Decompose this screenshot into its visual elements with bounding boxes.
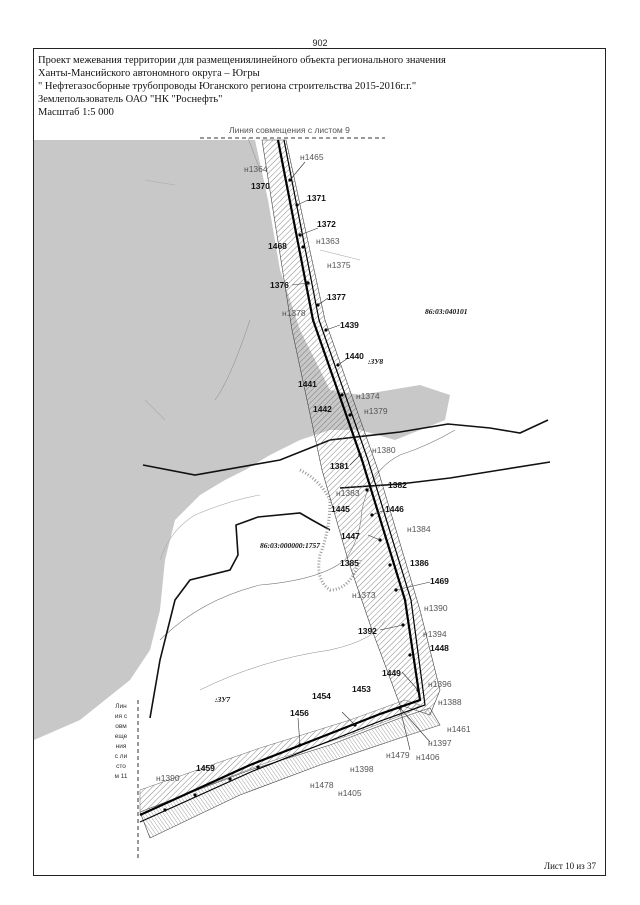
point-label: 1441 — [298, 379, 317, 389]
point-label: 1440 — [345, 351, 364, 361]
point-label: 1370 — [251, 181, 270, 191]
point-label: 1454 — [312, 691, 331, 701]
point-label: 1445 — [331, 504, 350, 514]
point-label: н1383 — [336, 488, 360, 498]
sheet-number: Лист 10 из 37 — [544, 861, 596, 871]
point-label: 1448 — [430, 643, 449, 653]
point-label: н1406 — [416, 752, 440, 762]
point-label: 1442 — [313, 404, 332, 414]
cadastral-block-label: 86:03:040101 — [425, 307, 468, 316]
point-label: н1364 — [244, 164, 268, 174]
point-label: 1376 — [270, 280, 289, 290]
point-label: н1394 — [423, 629, 447, 639]
point-label: н1363 — [316, 236, 340, 246]
row-corridor-bottom — [140, 708, 440, 838]
title-line-2: Ханты-Мансийского автономного округа – Югры — [38, 68, 260, 79]
point-label: н1379 — [364, 406, 388, 416]
point-label: н1478 — [310, 780, 334, 790]
point-label: 1469 — [430, 576, 449, 586]
point-label: 1468 — [268, 241, 287, 251]
point-label: н1380 — [372, 445, 396, 455]
parcel-zu7-label: :ЗУ7 — [215, 695, 231, 704]
point-label: н1375 — [327, 260, 351, 270]
point-label: 1392 — [358, 626, 377, 636]
side-alignment-label: Линия совмещения с листом 11 — [114, 703, 128, 780]
point-label: н1390 — [156, 773, 180, 783]
point-label: 1449 — [382, 668, 401, 678]
point-label: н1378 — [282, 308, 306, 318]
title-line-1: Проект межевания территории для размещениялинейного объекта регионального значения — [38, 55, 446, 66]
point-label: н1373 — [352, 590, 376, 600]
point-label: н1405 — [338, 788, 362, 798]
point-label: н1479 — [386, 750, 410, 760]
point-label: 1381 — [330, 461, 349, 471]
parcel-zu8-label: :ЗУ8 — [368, 357, 384, 366]
point-label: 1446 — [385, 504, 404, 514]
point-label: 1372 — [317, 219, 336, 229]
point-label: н1390 — [424, 603, 448, 613]
point-label: н1465 — [300, 152, 324, 162]
point-label: 1439 — [340, 320, 359, 330]
point-label: 1447 — [341, 531, 360, 541]
point-label: 1456 — [290, 708, 309, 718]
point-label: 1382 — [388, 480, 407, 490]
point-label: н1398 — [350, 764, 374, 774]
point-label: н1374 — [356, 391, 380, 401]
point-label: 1453 — [352, 684, 371, 694]
title-line-3: " Нефтегазосборные трубопроводы Юганского региона строительства 2015-2016г.г." — [38, 81, 417, 92]
point-label: н1397 — [428, 738, 452, 748]
point-label: н1461 — [447, 724, 471, 734]
point-label: 1385 — [340, 558, 359, 568]
top-alignment-label: Линия совмещения с листом 9 — [229, 125, 350, 135]
point-label: н1396 — [428, 679, 452, 689]
page-number: 902 — [312, 38, 328, 48]
point-label: 1371 — [307, 193, 326, 203]
point-label: 1377 — [327, 292, 346, 302]
scale-label: Масштаб 1:5 000 — [38, 107, 114, 116]
point-label: 1459 — [196, 763, 215, 773]
point-label: 1386 — [410, 558, 429, 568]
point-label: н1388 — [438, 697, 462, 707]
point-label: н1384 — [407, 524, 431, 534]
title-line-4: Землепользователь ОАО "НК "Роснефть" — [38, 94, 223, 105]
cadastral-parcel-label: 86:03:000000:1757 — [260, 541, 320, 550]
